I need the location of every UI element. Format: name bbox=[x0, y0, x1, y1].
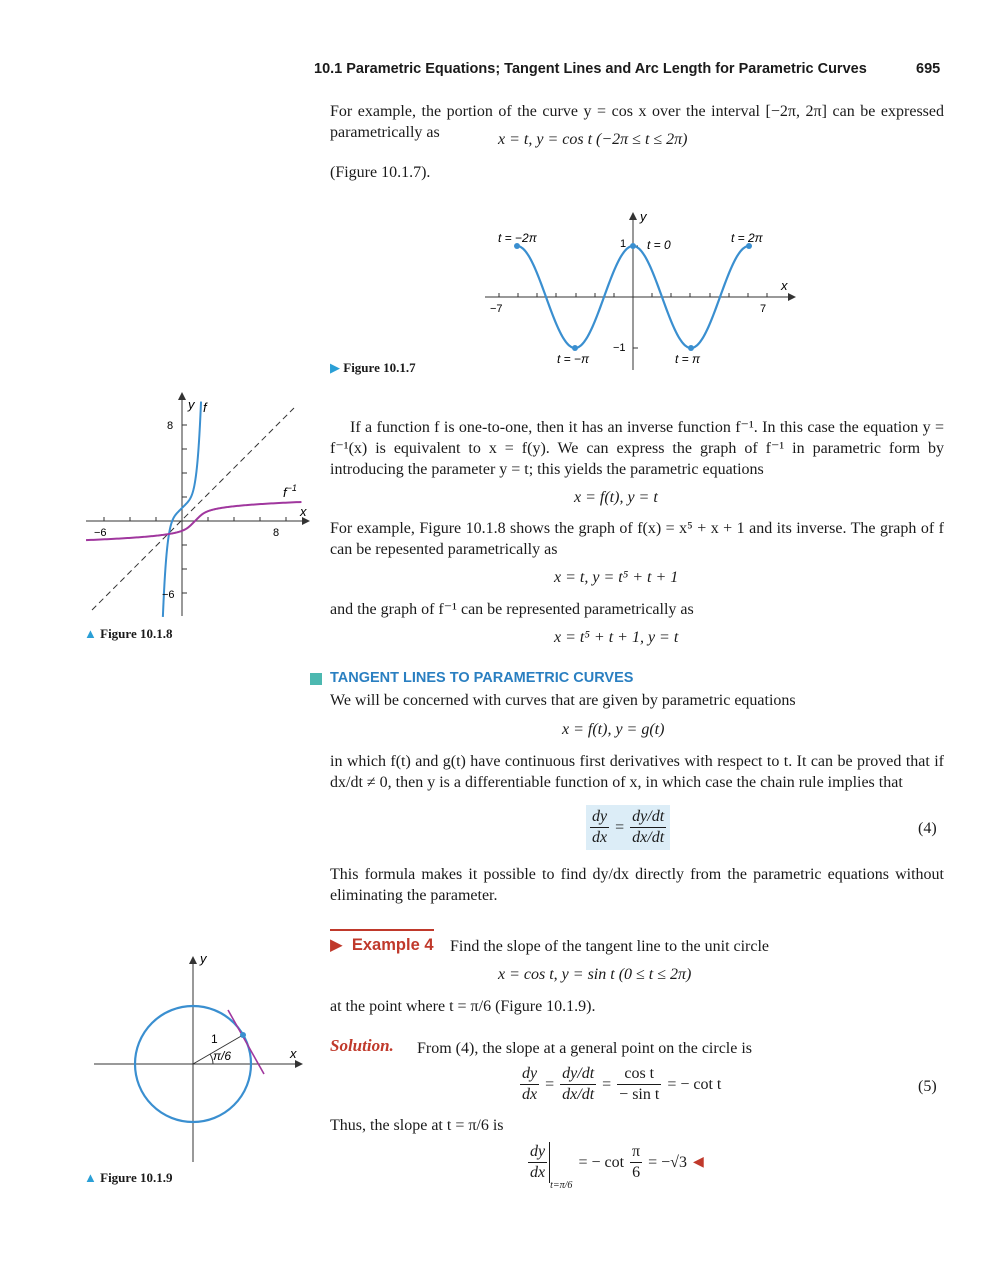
fig1017-x-label: x bbox=[781, 278, 788, 293]
fig1017-label-t-neg-2pi: t = −2π bbox=[498, 231, 537, 245]
fig1017-x-arrow bbox=[788, 293, 796, 301]
fig1017-point-t-0 bbox=[630, 243, 636, 249]
fig1018-f-label: f bbox=[203, 400, 207, 415]
fig1018-tick-label-8x: 8 bbox=[273, 527, 280, 539]
fig1017-tick-label-1: 1 bbox=[620, 238, 627, 250]
slope-equation: $\frac{dy}{dx}$ = $\frac{dy/dt}{dx/dt}$ = $\frac{\text{cos t}}{\text{− sin t}}$ = − cot t bbox=[522, 1065, 722, 1103]
equation-number-4: (4) bbox=[918, 820, 937, 837]
inverse-paragraph3: and the graph of f⁻¹ can be represented parametrically as bbox=[330, 601, 694, 618]
formula-rhs: $\frac{dy/dt}{dx/dt}$ bbox=[632, 808, 665, 846]
fig1018-ticks bbox=[104, 425, 286, 593]
example-eq: x = cos t, y = sin t (0 ≤ t ≤ 2π) bbox=[498, 966, 692, 983]
figure-10-1-8-caption: ▲ Figure 10.1.8 bbox=[84, 626, 173, 641]
fig1017-tick-label-7: 7 bbox=[760, 303, 767, 315]
fig1019-tangent-point bbox=[240, 1032, 246, 1038]
figure-10-1-9 bbox=[92, 950, 307, 1165]
tangent-lead: We will be concerned with curves that are given by parametric equations bbox=[330, 692, 796, 709]
chain-rule-formula: $\frac{dy}{dx}$ = $\frac{dy/dt}{dx/dt}$ bbox=[586, 805, 670, 850]
tangent-after: This formula makes it possible to find dy/dx directly from the parametric equations without eliminating the parameter. bbox=[330, 866, 944, 904]
section-square-icon bbox=[310, 673, 322, 685]
fig1017-y-arrow bbox=[629, 212, 637, 220]
fig1019-angle-label: π/6 bbox=[213, 1049, 232, 1063]
intro-equation: x = t, y = cos t (−2π ≤ t ≤ 2π) bbox=[498, 131, 688, 148]
intro-paragraph: For example, the portion of the curve y = cos x over the interval [−2π, 2π] can be expressed parametrically as bbox=[330, 103, 944, 141]
fig1017-label-t-neg-pi: t = −π bbox=[557, 352, 590, 366]
fig1017-point-t-neg-pi bbox=[572, 345, 578, 351]
fig1018-tick-label-8y: 8 bbox=[167, 420, 174, 432]
example-triangle-icon: ▶ bbox=[330, 936, 343, 954]
running-header-title: 10.1 Parametric Equations; Tangent Lines and Arc Length for Parametric Curves bbox=[314, 61, 867, 77]
fig1017-label-t-2pi: t = 2π bbox=[731, 231, 763, 245]
fig1017-tick-label-neg7: −7 bbox=[490, 303, 503, 315]
inverse-eq3: x = t⁵ + t + 1, y = t bbox=[554, 629, 679, 646]
figure-10-1-7-caption: ▶ Figure 10.1.7 bbox=[330, 360, 416, 375]
fig1018-tick-label-neg6y: −6 bbox=[162, 589, 175, 601]
caption-triangle-icon: ▲ bbox=[84, 1170, 97, 1185]
fig1017-label-t-pi: t = π bbox=[675, 352, 701, 366]
intro-figure-ref: (Figure 10.1.7). bbox=[330, 164, 431, 181]
solution-text: From (4), the slope at a general point on the circle is bbox=[417, 1040, 753, 1057]
figure-10-1-8 bbox=[82, 388, 312, 624]
fig1019-y-label: y bbox=[200, 951, 207, 966]
inverse-paragraph2: For example, Figure 10.1.8 shows the graph of f(x) = x⁵ + x + 1 and its inverse. The graph of f can be repesented parametrically as bbox=[330, 520, 944, 558]
caption-triangle-icon: ▲ bbox=[84, 626, 97, 641]
inverse-eq2: x = t, y = t⁵ + t + 1 bbox=[554, 569, 679, 586]
solution-label: Solution. bbox=[330, 1036, 394, 1055]
inverse-paragraph: If a function f is one-to-one, then it has an inverse function f⁻¹. In this case the equation y = f⁻¹(x) is equivalent to x = f(y). We can express the graph of f⁻¹ in parametric form by introducing the parameter y = t; this yields the parametric equations bbox=[330, 419, 944, 478]
fig1018-line-y-equals-x bbox=[92, 408, 294, 610]
fig1017-label-t-0: t = 0 bbox=[647, 238, 671, 252]
fig1019-y-arrow bbox=[189, 956, 197, 964]
caption-triangle-icon: ▶ bbox=[330, 360, 340, 375]
formula-lhs: $\frac{dy}{dx}$ bbox=[592, 808, 608, 846]
example-label: ▶ Example 4 bbox=[330, 936, 434, 954]
figure-10-1-7 bbox=[480, 208, 800, 378]
example-rule bbox=[330, 929, 434, 931]
fig1017-point-t-pi bbox=[688, 345, 694, 351]
fig1017-y-label: y bbox=[640, 209, 647, 224]
page-number: 695 bbox=[916, 61, 941, 77]
fig1018-tick-label-neg6x: −6 bbox=[94, 527, 107, 539]
fig1018-y-label: y bbox=[188, 397, 195, 412]
tangent-paragraph: in which f(t) and g(t) have continuous first derivatives with respect to t. It can be proved that if dx/dt ≠ 0, then y is a differentiable function of x, in which case the chain rule implies that bbox=[330, 753, 944, 791]
fig1019-radius-label: 1 bbox=[211, 1032, 218, 1046]
equation-number-5: (5) bbox=[918, 1078, 937, 1095]
thus-text: Thus, the slope at t = π/6 is bbox=[330, 1117, 504, 1134]
tangent-eq: x = f(t), y = g(t) bbox=[562, 721, 665, 738]
example-at-point: at the point where t = π/6 (Figure 10.1.9). bbox=[330, 998, 596, 1015]
fig1019-x-label: x bbox=[290, 1046, 297, 1061]
figure-10-1-9-caption: ▲ Figure 10.1.9 bbox=[84, 1170, 173, 1185]
final-equation: $\frac{dy}{dx}$ t=π/6= − cot $\frac{\pi}{6}$ = −√3 ◀ bbox=[530, 1143, 704, 1191]
section-heading: TANGENT LINES TO PARAMETRIC CURVES bbox=[330, 670, 634, 686]
fig1018-finv-label: $f^{-1}$ bbox=[283, 483, 297, 500]
fig1018-y-arrow bbox=[178, 392, 186, 400]
end-of-example-icon: ◀ bbox=[692, 1155, 704, 1170]
example-statement: Find the slope of the tangent line to the unit circle bbox=[450, 938, 770, 955]
fig1018-x-label: x bbox=[300, 504, 307, 519]
inverse-eq1: x = f(t), y = t bbox=[574, 489, 658, 506]
fig1017-tick-label-neg1: −1 bbox=[613, 342, 626, 354]
fig1019-x-arrow bbox=[295, 1060, 303, 1068]
